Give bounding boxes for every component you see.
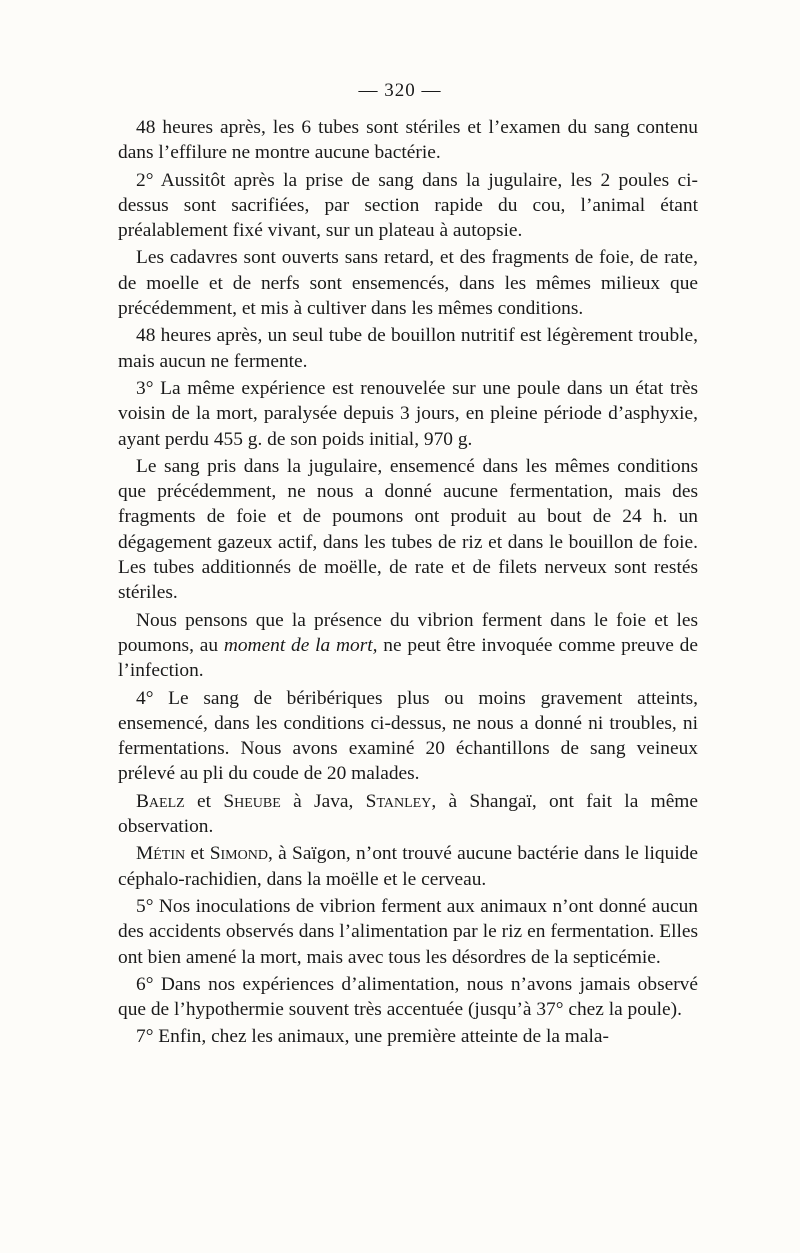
author-name: Sheube: [223, 790, 281, 812]
paragraph: Le sang pris dans la jugulaire, ensemencé dans les mêmes conditions que précédemment, ne nous a donné aucune fermentation, mais des fragments de foie et de poumons ont produit au bout de 24 h. un dégagement gazeux actif, dans les tubes de riz et dans le bouillon de foie. Les tubes additionnés de moëlle, de rate et de filets nerveux sont restés stériles.: [118, 455, 698, 604]
author-name: Baelz: [136, 790, 185, 812]
paragraph: 4° Le sang de béribériques plus ou moins gravement atteints, ensemencé, dans les conditions ci-dessus, ne nous a donné ni troubles, ni fermentations. Nous avons examiné 20 échantillons de sang veineux prélevé au pli du coude de 20 malades.: [118, 687, 698, 785]
paragraph-conclusion: [118, 608, 698, 684]
text-run: Nous pensons que la présence du vibrion ferment dans le foie et les poumons, au: [118, 609, 698, 656]
author-name: Métin: [136, 843, 186, 865]
paragraph-citation: [118, 789, 698, 840]
paragraph: 48 heures après, les 6 tubes sont stériles et l’examen du sang contenu dans l’effilure ne montre aucune bactérie.: [118, 117, 698, 164]
paragraph: 6° Dans nos expériences d’alimentation, nous n’avons jamais observé que de l’hypothermie souvent très accentuée (jusqu’à 37° chez la poule).: [118, 973, 698, 1021]
text-run: , à Shangaï, ont fait la même observation.: [118, 790, 698, 838]
paragraph: 48 heures après, un seul tube de bouillon nutritif est légèrement trouble, mais aucun ne fermente.: [118, 325, 698, 372]
italic-phrase: moment de la mort,: [223, 634, 378, 656]
paragraph: 2° Aussitôt après la prise de sang dans la jugulaire, les 2 poules ci-dessus sont sacrifiées, par section rapide du cou, l’animal étant préalablement fixé vivant, sur un plateau à autopsie.: [118, 169, 698, 242]
text-run: à Java,: [280, 790, 366, 812]
paragraph: 7° Enfin, chez les animaux, une première atteinte de la mala-: [136, 1026, 609, 1048]
text-run: et: [184, 790, 224, 812]
paragraph-citation: [118, 841, 698, 892]
author-name: Stanley: [365, 790, 432, 812]
paragraph: 3° La même expérience est renouvelée sur une poule dans un état très voisin de la mort, paralysée depuis 3 jours, en pleine période d’asphyxie, ayant perdu 455 g. de son poids initial, 970 g.: [118, 377, 698, 450]
paragraph: Les cadavres sont ouverts sans retard, et des fragments de foie, de rate, de moelle et de nerfs sont ensemencés, dans les mêmes milieux que précédemment, et mis à cultiver dans les mêmes conditions.: [118, 247, 698, 320]
text-run: ne peut être invoquée comme preuve de l’infection.: [118, 634, 698, 682]
author-name: Simond: [209, 843, 268, 865]
page-body: [118, 115, 698, 1050]
paragraph: 5° Nos inoculations de vibrion ferment aux animaux n’ont donné aucun des accidents observés dans l’alimentation par le riz en fermentation. Elles ont bien amené la mort, mais avec tous les désordres de la septicémie.: [118, 895, 698, 968]
page-number: — 320 —: [358, 80, 442, 101]
text-run: et: [185, 843, 210, 865]
text-run: , à Saïgon, n’ont trouvé aucune bactérie dans le liquide céphalo-rachidien, dans la moëlle et le cerveau.: [118, 843, 698, 890]
